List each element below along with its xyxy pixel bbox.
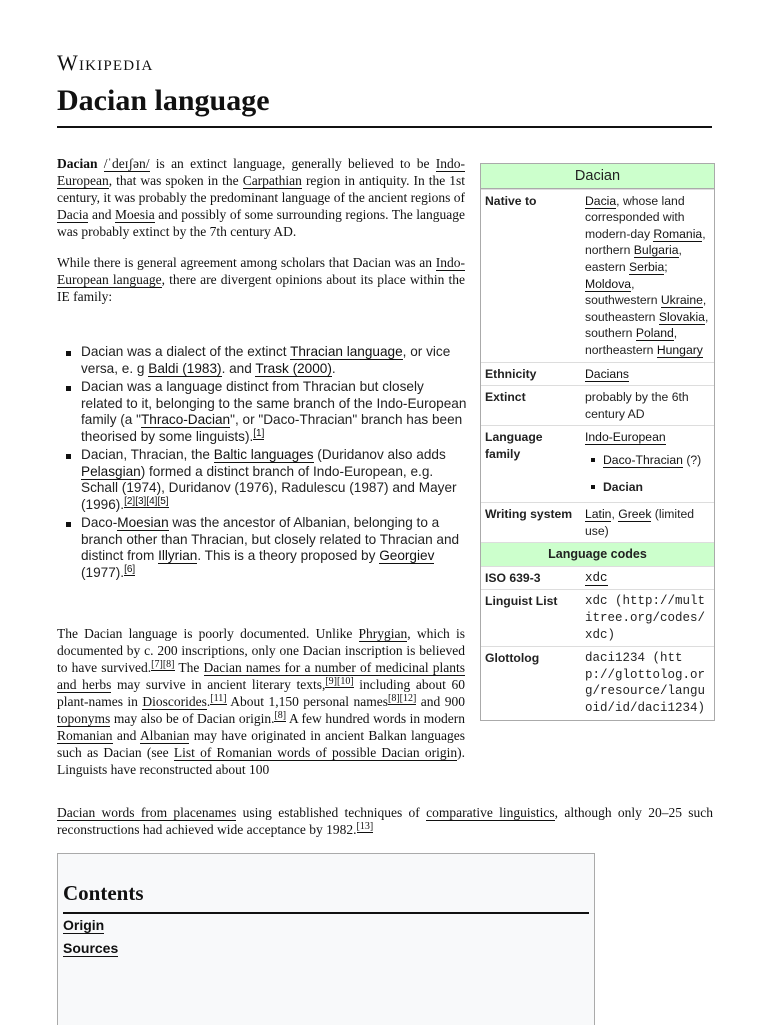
link-indo-european-language[interactable]: Indo-European language [57, 255, 465, 287]
link-thraco-dacian[interactable]: Thraco-Dacian [140, 412, 231, 427]
citation-link[interactable]: [5] [157, 495, 169, 507]
infobox-row-iso: ISO 639-3 xdc [481, 566, 714, 590]
link-illyrian[interactable]: Illyrian [158, 548, 198, 563]
link-trask[interactable]: Trask (2000) [255, 360, 332, 376]
link-baltic-languages[interactable]: Baltic languages [213, 447, 314, 462]
toc-item-origin[interactable]: Origin [63, 917, 105, 933]
ipa-link[interactable]: /ˈdeɪʃən/ [103, 156, 150, 171]
intro-paragraph: Dacian /ˈdeɪʃən/ is an extinct language, generally believed to be Indo-European, that was spoken in the Carpathian region in antiquity. In the 1st century, it was probably the predominant language of the ancient regions of Dacia and Moesia and possibly of some surrounding regions. The language was probably extinct by the 7th century AD. [57, 156, 466, 239]
article-intro [57, 155, 465, 319]
family-paragraph: While there is general agreement among scholars that Dacian was an Indo-European language, there are divergent opinions about its place within the IE family: [57, 255, 465, 304]
wikipedia-logo[interactable]: Wikipedia [57, 50, 154, 75]
link-moesia[interactable]: Moesia [115, 207, 155, 222]
link-georgiev[interactable]: Georgiev [379, 548, 435, 563]
link-list-romanian-words[interactable]: List of Romanian words of possible Dacian origin [173, 745, 458, 760]
link-dacian-plant-names[interactable]: Dacian names for a number of medicinal plants and herbs [57, 660, 465, 692]
documentation-paragraph: The Dacian language is poorly documented. Unlike Phrygian, which is documented by c. 200 inscriptions, only one Dacian inscription is believed to have survived.[7][8] The Dacian names for a number of medicinal plants and herbs may survive in ancient literary texts,[9][10] including about 60 plant-names in Dioscorides.[11] About 1,150 personal names[8][12] and 900 toponyms may also be of Dacian origin.[8] A few hundred words in modern Romanian and Albanian may have originated in ancient Balkan languages such as Dacian (see List of Romanian words of possible Dacian origin). Linguists have reconstructed about 100 [57, 626, 466, 777]
theories-list [57, 344, 467, 583]
citation-link[interactable]: [3] [135, 495, 147, 507]
link-toponyms[interactable]: toponyms [57, 711, 111, 726]
page-title: Dacian language [57, 84, 270, 117]
toc-title: Contents [63, 881, 589, 914]
citation-link[interactable]: [12] [399, 693, 417, 704]
link-comparative-linguistics[interactable]: comparative linguistics [426, 805, 555, 820]
citation-link[interactable]: [10] [337, 676, 354, 687]
citation-link[interactable]: [8] [274, 710, 287, 721]
link-albanian[interactable]: Albanian [139, 728, 190, 743]
citation-link[interactable]: [9] [325, 676, 338, 687]
link-moesian[interactable]: Moesian [117, 515, 169, 530]
list-item: Dacian, Thracian, the Baltic languages (Duridanov also adds Pelasgian) formed a distinct branch of Indo-European, e.g. Schall (1974), Duridanov (1976), Radulescu (1987) and Mayer (1996).[2][3][4][5] [57, 447, 467, 513]
documentation-paragraph-wrap [57, 625, 465, 778]
link-indo-european[interactable]: Indo-European [57, 156, 466, 188]
citation-link[interactable]: [1] [253, 427, 265, 439]
citation-link[interactable]: [11] [210, 693, 227, 704]
toc-item-sources[interactable]: Sources [63, 940, 119, 956]
documentation-paragraph-tail: Dacian words from placenames using established techniques of comparative linguistics, although only 20–25 such reconstructions had achieved wide acceptance by 1982.[13] [57, 805, 714, 837]
lead-term: Dacian [57, 156, 98, 171]
infobox-row-linguist: Linguist List xdc (http://multitree.org/codes/xdc) [481, 589, 714, 646]
link-thracian-language[interactable]: Thracian language [290, 344, 403, 359]
citation-link[interactable]: [8] [388, 693, 400, 704]
list-item: Dacian was a dialect of the extinct Thracian language, or vice versa, e. g Baldi (1983). and Trask (2000). [57, 344, 467, 377]
link-carpathian[interactable]: Carpathian [242, 173, 302, 188]
language-infobox [480, 163, 715, 721]
link-phrygian[interactable]: Phrygian [358, 626, 408, 641]
infobox-row-glottolog: Glottolog daci1234 (http://glottolog.org/resource/languoid/id/daci1234) [481, 646, 714, 719]
infobox-row-writing: Writing system Latin, Greek (limited use) [481, 502, 714, 542]
link-dacia[interactable]: Dacia [57, 207, 89, 222]
link-baldi[interactable]: Baldi (1983) [148, 360, 222, 376]
infobox-row-family: Language family Indo-European Daco-Thracian (?) Dacian [481, 425, 714, 502]
title-divider [57, 126, 712, 128]
list-item: Dacian was a language distinct from Thracian but closely related to it, belonging to the same branch of the Indo-European family (a "Thraco-Dacian", or "Daco-Thracian" branch has been theorised by some linguists).[1] [57, 379, 467, 445]
citation-link[interactable]: [2] [124, 495, 136, 507]
table-of-contents [57, 853, 595, 1025]
list-item: Daco-Moesian was the ancestor of Albanian, belonging to a branch other than Thracian, but closely related to Thracian and distinct from Illyrian. This is a theory proposed by Georgiev (1977).[6] [57, 515, 467, 581]
infobox-title: Dacian [481, 164, 714, 189]
link-romanian[interactable]: Romanian [57, 728, 113, 743]
infobox-row-native: Native to Dacia, whose land corresponded with modern-day Romania, northern Bulgaria, eastern Serbia; Moldova, southwestern Ukraine, southeastern Slovakia, southern Poland, northeastern Hungary [481, 189, 714, 362]
link-pelasgian[interactable]: Pelasgian [81, 463, 141, 479]
citation-link[interactable]: [4] [146, 495, 158, 507]
citation-link[interactable]: [7] [151, 659, 163, 670]
link-dioscorides[interactable]: Dioscorides [142, 694, 207, 709]
infobox-codes-header: Language codes [481, 542, 714, 566]
infobox-row-extinct: Extinct probably by the 6th century AD [481, 385, 714, 425]
citation-link[interactable]: [6] [124, 563, 136, 575]
infobox-row-ethnicity: Ethnicity Dacians [481, 362, 714, 386]
citation-link[interactable]: [13] [356, 821, 374, 832]
citation-link[interactable]: [8] [162, 659, 175, 670]
link-dacian-words-placenames[interactable]: Dacian words from placenames [57, 805, 237, 820]
